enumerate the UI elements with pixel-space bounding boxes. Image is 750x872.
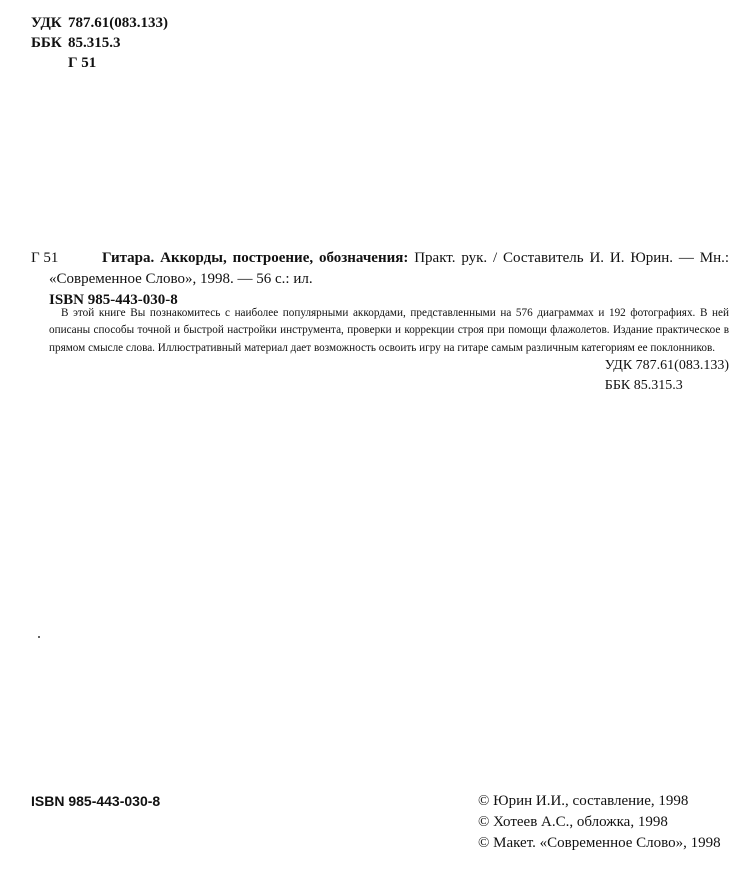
bbk-label: ББК: [31, 35, 62, 51]
catalog-isbn: ISBN 985-443-030-8: [49, 292, 178, 308]
udk-label: УДК: [31, 15, 62, 31]
catalog-line-1: [102, 248, 729, 269]
header-codes: [31, 13, 168, 73]
copyright-line: © Юрин И.И., составление, 1998: [478, 793, 689, 809]
bbk-row: [31, 33, 168, 53]
book-description: Практ. рук. / Составитель И. И. Юрин. — Мн.:: [414, 250, 730, 266]
copyright-line: © Макет. «Современное Слово», 1998: [478, 835, 721, 851]
classification-codes: [605, 356, 729, 396]
book-title: Гитара. Аккорды, построение, обозначения:: [102, 250, 409, 266]
annotation-text: В этой книге Вы познакомитесь с наиболее популярными аккордами, представленными на 576 диаграммах и 192 фотографиях. В ней описаны способы точной и быстрой настройки инструмента, проверки и коррекции строя при помощи флажолетов. Издание практическое в прямом смысле слова. Иллюстративный материал дает возможность освоить игру на гитаре самым различным категориям ее поклонников.: [49, 307, 729, 354]
copyright-line: © Хотеев А.С., обложка, 1998: [478, 814, 668, 830]
author-sign: Г 51: [68, 55, 97, 71]
udk-code: УДК 787.61(083.133): [604, 358, 729, 373]
udk-row: [31, 13, 168, 33]
speck-mark: [38, 636, 40, 638]
bbk-value: 85.315.3: [68, 35, 121, 51]
copyright-block: [478, 791, 721, 854]
catalog-code: Г 51: [31, 250, 59, 266]
publisher-info: «Современное Слово», 1998. — 56 с.: ил.: [49, 271, 313, 287]
isbn-bottom: ISBN 985-443-030-8: [31, 793, 161, 809]
udk-value: 787.61(083.133): [68, 15, 168, 31]
bbk-code: ББК 85.315.3: [604, 378, 683, 393]
